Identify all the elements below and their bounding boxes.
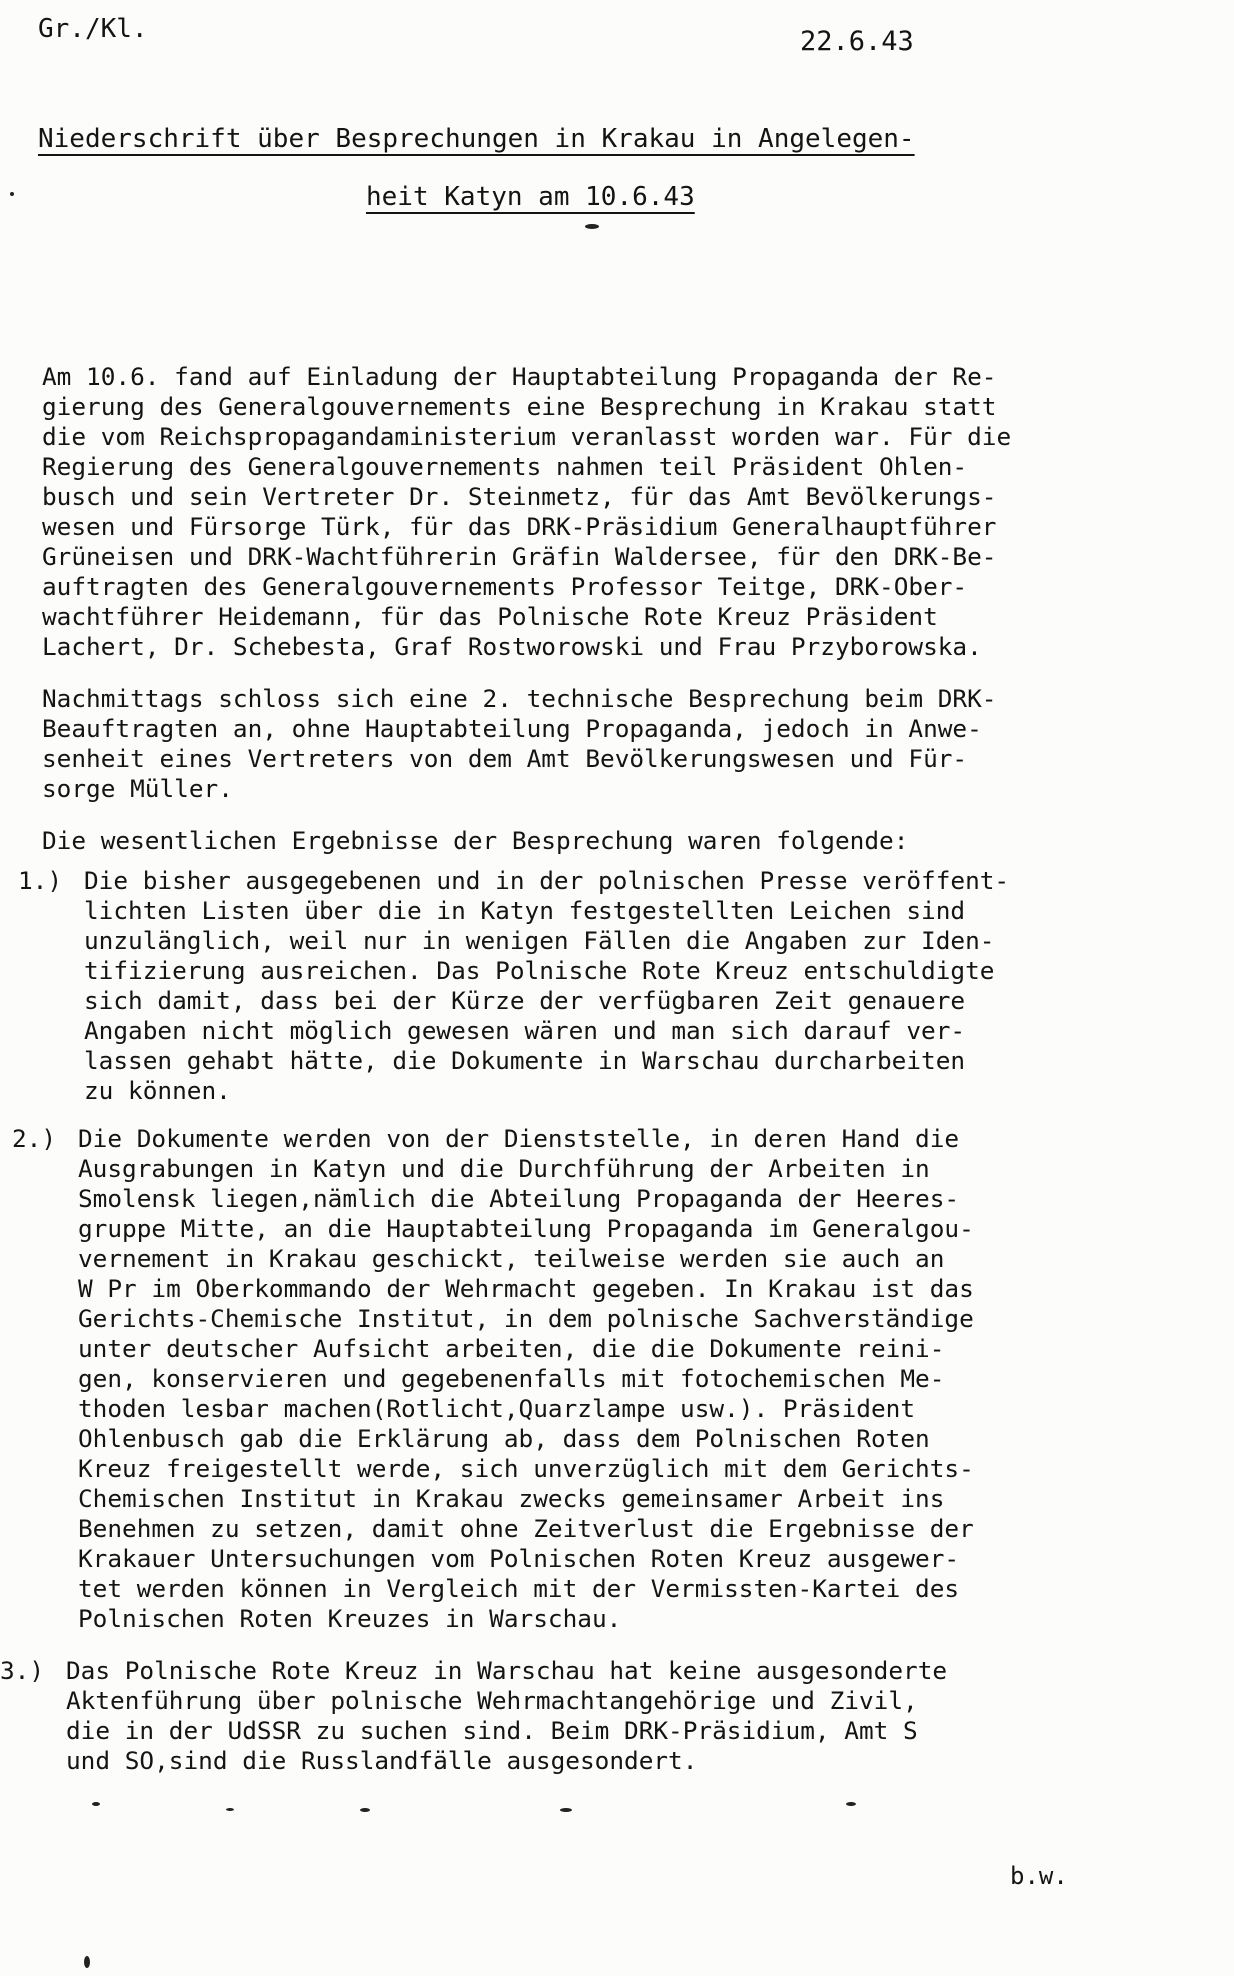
text-line: Ohlenbusch gab die Erklärung ab, dass dem Polnischen Roten	[78, 1424, 930, 1453]
document-title-line-1: Niederschrift über Besprechungen in Krakau in Angelegen-	[38, 124, 915, 154]
text-line: Beauftragten an, ohne Hauptabteilung Propaganda, jedoch in Anwe-	[42, 714, 982, 743]
text-line: gruppe Mitte, an die Hauptabteilung Propaganda im Generalgou-	[78, 1214, 974, 1243]
text-line: Smolensk liegen,nämlich die Abteilung Propaganda der Heeres-	[78, 1184, 960, 1213]
results-intro: Die wesentlichen Ergebnisse der Besprechung waren folgende:	[42, 826, 909, 855]
text-line: Aktenführung über polnische Wehrmachtangehörige und Zivil,	[66, 1686, 918, 1715]
text-line: senheit eines Vertreters von dem Amt Bevölkerungswesen und Für-	[42, 744, 968, 773]
ink-speck	[585, 224, 599, 229]
text-line: unzulänglich, weil nur in wenigen Fällen die Angaben zur Iden-	[84, 926, 995, 955]
afternoon-paragraph	[42, 684, 997, 804]
text-line: Polnischen Roten Kreuzes in Warschau.	[78, 1604, 622, 1633]
text-line: Die bisher ausgegebenen und in der polnischen Presse veröffent-	[84, 866, 1010, 895]
text-line: sorge Müller.	[42, 774, 233, 803]
text-line: Kreuz freigestellt werde, sich unverzüglich mit dem Gerichts-	[78, 1454, 974, 1483]
ink-speck	[10, 192, 14, 196]
text-line: busch und sein Vertreter Dr. Steinmetz, für das Amt Bevölkerungs-	[42, 482, 997, 511]
text-line: unter deutscher Aufsicht arbeiten, die die Dokumente reini-	[78, 1334, 945, 1363]
text-line: gierung des Generalgouvernements eine Besprechung in Krakau statt	[42, 392, 997, 421]
intro-paragraph	[42, 362, 1011, 662]
text-line: lassen gehabt hätte, die Dokumente in Warschau durcharbeiten	[84, 1046, 966, 1075]
text-line: Ausgrabungen in Katyn und die Durchführung der Arbeiten in	[78, 1154, 930, 1183]
ink-speck	[846, 1802, 856, 1806]
text-line: Das Polnische Rote Kreuz in Warschau hat keine ausgesonderte	[66, 1656, 948, 1685]
text-line: Grüneisen und DRK-Wachtführerin Gräfin Waldersee, für den DRK-Be-	[42, 542, 997, 571]
document-date: 22.6.43	[800, 26, 914, 57]
text-line: Am 10.6. fand auf Einladung der Hauptabteilung Propaganda der Re-	[42, 362, 997, 391]
text-line: thoden lesbar machen(Rotlicht,Quarzlampe usw.). Präsident	[78, 1394, 916, 1423]
item-text	[84, 866, 1009, 1106]
text-line: auftragten des Generalgouvernements Professor Teitge, DRK-Ober-	[42, 572, 968, 601]
text-line: die vom Reichspropagandaministerium veranlasst worden war. Für die	[42, 422, 1012, 451]
text-line: lichten Listen über die in Katyn festgestellten Leichen sind	[84, 896, 966, 925]
text-line: und SO,sind die Russlandfälle ausgesondert.	[66, 1746, 698, 1775]
text-line: vernement in Krakau geschickt, teilweise werden sie auch an	[78, 1244, 945, 1273]
text-line: tifizierung ausreichen. Das Polnische Rote Kreuz entschuldigte	[84, 956, 995, 985]
ink-speck	[226, 1808, 234, 1811]
text-line: Angaben nicht möglich gewesen wären und man sich darauf ver-	[84, 1016, 966, 1045]
item-text	[78, 1124, 974, 1634]
text-line: die in der UdSSR zu suchen sind. Beim DRK-Präsidium, Amt S	[66, 1716, 918, 1745]
ink-speck	[360, 1808, 370, 1812]
text-line: Regierung des Generalgouvernements nahmen teil Präsident Ohlen-	[42, 452, 968, 481]
text-line: Lachert, Dr. Schebesta, Graf Rostworowski und Frau Przyborowska.	[42, 632, 982, 661]
text-line: Chemischen Institut in Krakau zwecks gemeinsamer Arbeit ins	[78, 1484, 945, 1513]
text-line: tet werden können in Vergleich mit der Vermissten-Kartei des	[78, 1574, 960, 1603]
ink-speck	[560, 1808, 572, 1812]
text-line: Krakauer Untersuchungen vom Polnischen Roten Kreuz ausgewer-	[78, 1544, 960, 1573]
item-number: 1.)	[18, 866, 63, 895]
text-line: Die Dokumente werden von der Dienststelle, in deren Hand die	[78, 1124, 960, 1153]
text-line: W Pr im Oberkommando der Wehrmacht gegeben. In Krakau ist das	[78, 1274, 974, 1303]
text-line: sich damit, dass bei der Kürze der verfügbaren Zeit genauere	[84, 986, 966, 1015]
document-title-line-2: heit Katyn am 10.6.43	[366, 182, 695, 212]
continued-marker: b.w.	[1010, 1862, 1068, 1890]
text-line: Benehmen zu setzen, damit ohne Zeitverlust die Ergebnisse der	[78, 1514, 974, 1543]
ink-speck	[84, 1956, 90, 1968]
text-line: zu können.	[84, 1076, 231, 1105]
item-text	[66, 1656, 947, 1776]
text-line: wesen und Fürsorge Türk, für das DRK-Präsidium Generalhauptführer	[42, 512, 997, 541]
ink-speck	[92, 1802, 100, 1806]
text-line: Gerichts-Chemische Institut, in dem polnische Sachverständige	[78, 1304, 974, 1333]
item-number: 3.)	[0, 1656, 45, 1685]
text-line: Nachmittags schloss sich eine 2. technische Besprechung beim DRK-	[42, 684, 997, 713]
text-line: gen, konservieren und gegebenenfalls mit fotochemischen Me-	[78, 1364, 945, 1393]
reference-code: Gr./Kl.	[38, 14, 148, 44]
text-line: wachtführer Heidemann, für das Polnische Rote Kreuz Präsident	[42, 602, 938, 631]
item-number: 2.)	[12, 1124, 57, 1153]
